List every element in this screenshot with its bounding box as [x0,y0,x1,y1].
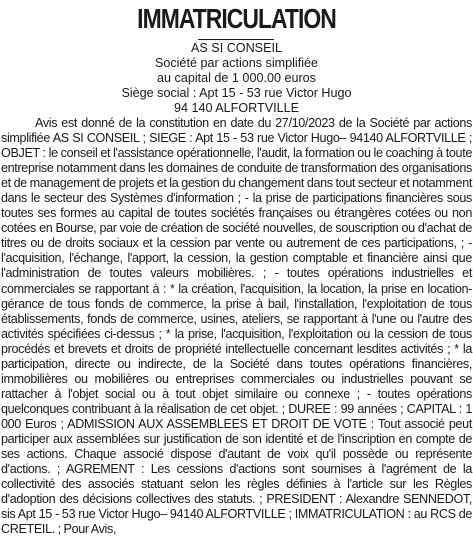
registered-address: Siège social : Apt 15 - 53 rue Victor Hugo [121,86,352,100]
notice-body: Avis est donné de la constitution en date du 27/10/2023 de la Société par actions simplifiée AS SI CONSEIL ; SIEGE : Apt 15 - 53 rue Victor Hugo– 94140 ALFORTVILLE ; OBJET : le conseil et l'assistance opérationnelle, l'audit, la formation ou le coaching à toute entreprise notamment dans les domaines de conduite de transformation des organisations et de management de projets et la gestion du changement dans tout secteur et notamment dans le secteur des Systèmes d'information ; - la prise de participations financières sous toutes ses formes au capital de toutes sociétés françaises ou étrangères cotées ou non cotées en Bourse, par voie de création de société nouvelles, de souscription ou d'achat de titres ou de droits sociaux et la cession par vente ou autrement de ces participations, ; - l'acquisition, l'échange, l'apport, la cession, la gestion comptable et financière ainsi que l'administration de toutes valeurs mobilières. ; - toutes opérations industrielles et commerciales se rapportant à : * la création, l'acquisition, la location, la prise en location-gérance de tous fonds de commerce, la prise à bail, l'installation, l'exploitation de tous établissements, fonds de commerce, usines, ateliers, se rapportant à l'une ou l'autre des activités spécifiées ci-dessus ; * la prise, l'acquisition, l'exploitation ou la cession de tous procédés et brevets et droits de propriété intellectuelle concernant lesdites activités ; * la participation, directe ou indirecte, de la Société dans toutes opérations financières, immobilières ou mobilières ou entreprises commerciales ou industrielles pouvant se rattacher à l'objet social ou à tout objet similaire ou connexe ; - toutes opérations quelconques contribuant à la réalisation de cet objet. ; DUREE : 99 années ; CAPITAL : 1 000 Euros ; ADMISSION AUX ASSEMBLEES ET DROIT DE VOTE : Tout associé peut participer aux assemblées sur justification de son identité et de l'inscription en compte de ses actions. Chaque associé dispose d'autant de voix qu'il possède ou représente d'actions. ; AGREMENT : Les cessions d'actions sont soumises à l'agrément de la collectivité des associés statuant selon les règles définies à l'article sur les Règles d'adoption des décisions collectives des statuts. ; PRESIDENT : Alexandre SENNEDOT, sis Apt 15 - 53 rue Victor Hugo– 94140 ALFORTVILLE ; IMMATRICULATION : au RCS de CRETEIL. ; Pour Avis, [1,116,472,537]
company-header [0,41,473,116]
company-name: AS SI CONSEIL [191,41,282,55]
notice-title: IMMATRICULATION [137,3,336,34]
legal-form: Société par actions simplifiée [154,56,319,70]
share-capital: au capital de 1 000.00 euros [157,71,316,85]
registered-city: 94 140 ALFORTVILLE [173,101,300,115]
title-divider [198,39,274,40]
